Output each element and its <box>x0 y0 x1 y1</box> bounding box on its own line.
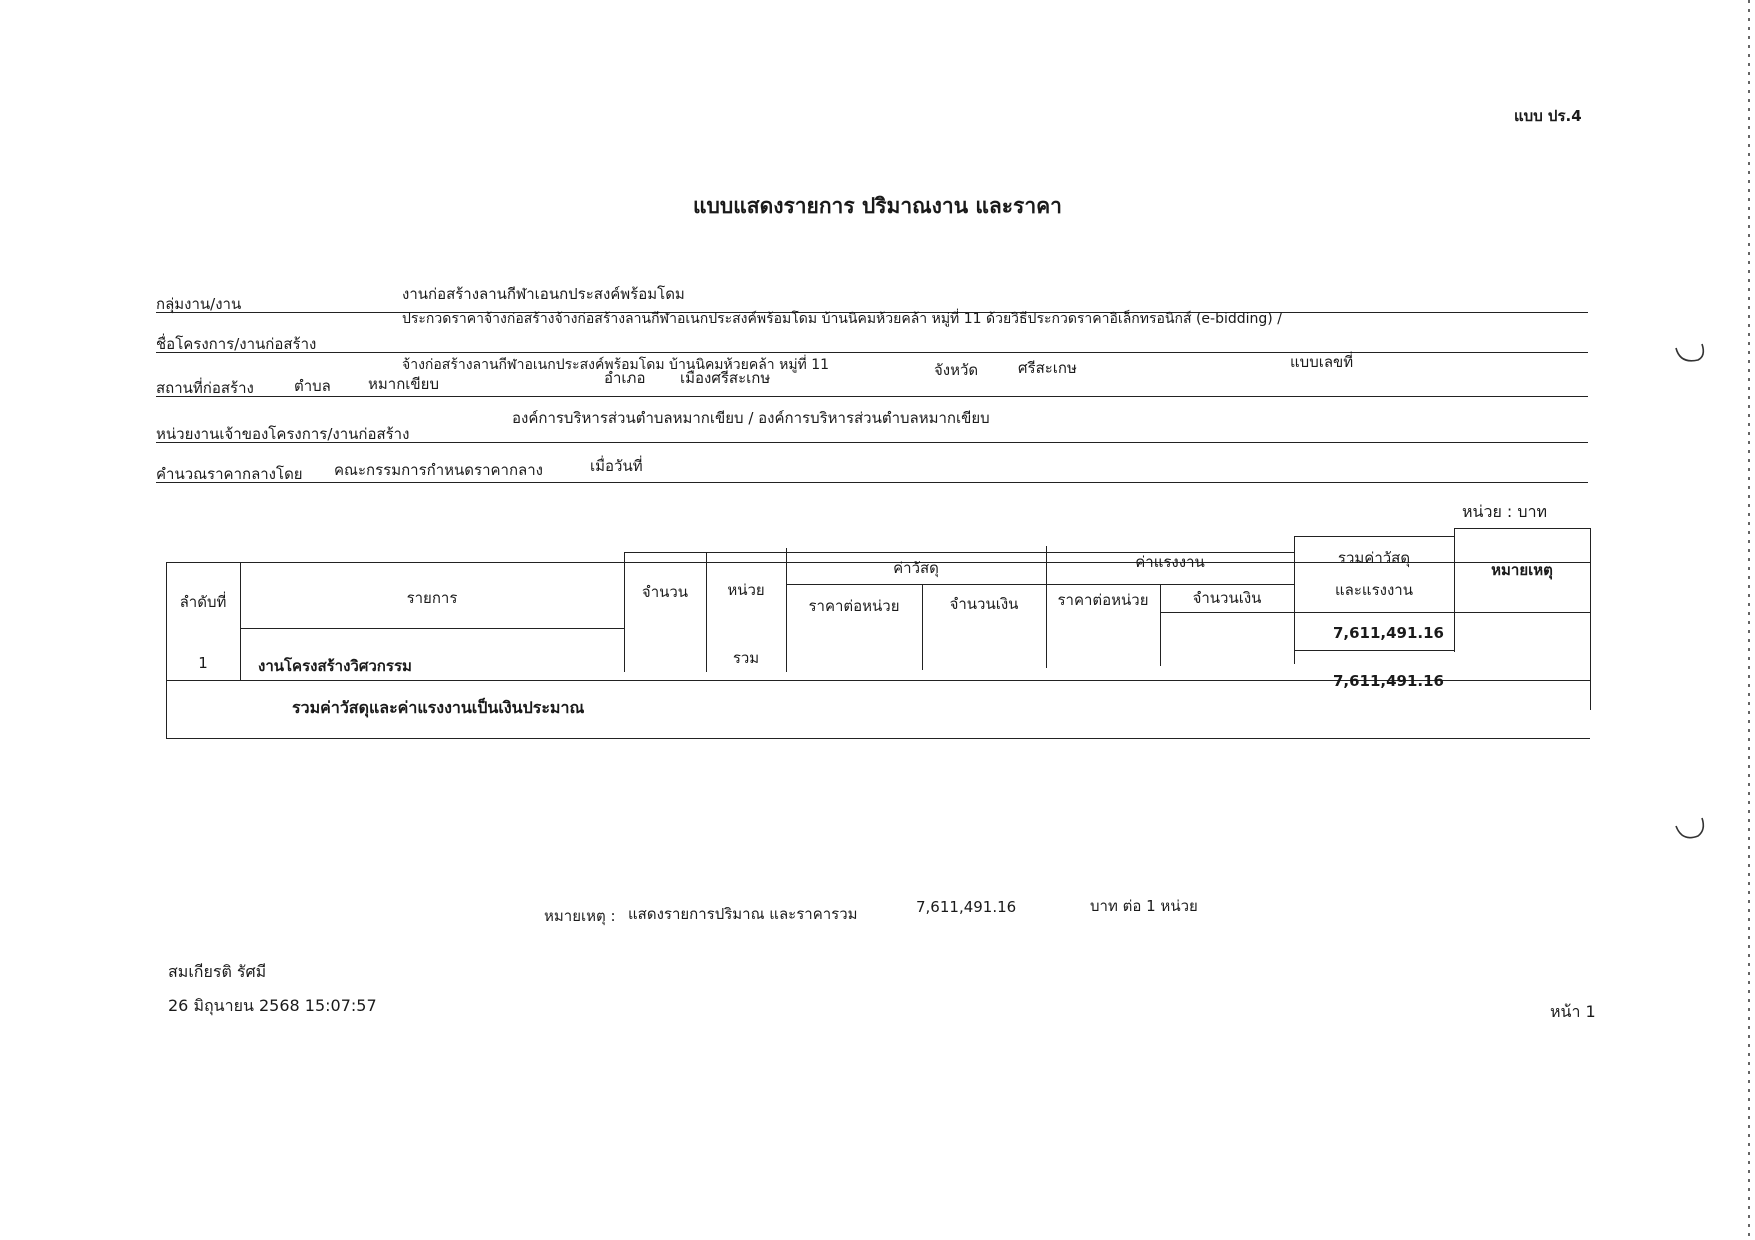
col-line <box>240 562 241 680</box>
row-item: งานโครงสร้างวิศวกรรม <box>258 657 412 675</box>
col-line <box>624 552 625 672</box>
header-subline <box>786 584 1294 585</box>
header-seq: ลำดับที่ <box>179 593 227 611</box>
calc-label: คำนวณราคากลางโดย <box>156 465 303 483</box>
calc-value: คณะกรรมการกำหนดราคากลาง <box>334 461 543 479</box>
row-seq: 1 <box>198 654 208 672</box>
province-value: ศรีสะเกษ <box>1018 359 1077 377</box>
project-value-continued: จ้างก่อสร้างลานกีฬาอเนกประสงค์พร้อมโดม บ้านนิคมห้วยคล้า หมู่ที่ 11 <box>402 357 830 373</box>
table-border-right <box>1590 528 1591 710</box>
header-total-line2: และแรงงาน <box>1335 581 1413 599</box>
header-labor-amount: จำนวนเงิน <box>1192 589 1262 607</box>
rule-line <box>156 482 1588 483</box>
table-border-left <box>166 562 167 738</box>
grand-total-value: 7,611,491.16 <box>1332 672 1444 690</box>
table-border-bottom <box>166 738 1590 739</box>
grand-total-label: รวมค่าวัสดุและค่าแรงงานเป็นเงินประมาณ <box>292 698 585 717</box>
rule-line <box>156 352 1588 353</box>
owner-value: องค์การบริหารส่วนตำบลหมากเขียบ / องค์การบริหารส่วนตำบลหมากเขียบ <box>512 409 990 427</box>
binder-hole-mark <box>1670 806 1710 846</box>
project-value: ประกวดราคาจ้างก่อสร้างจ้างก่อสร้างลานกีฬาอเนกประสงค์พร้อมโดม บ้านนิคมห้วยคล้า หมู่ที่ 11 ด้วยวิธีประกวดราคาอิเล็กทรอนิกส์ (e-bidding) / <box>402 311 1282 327</box>
table-border-top-right <box>1454 528 1590 529</box>
form-code: แบบ ปร.4 <box>1514 107 1582 125</box>
date-label: เมื่อวันที่ <box>590 457 643 475</box>
header-material-amount: จำนวนเงิน <box>949 595 1019 613</box>
header-unit: หน่วย <box>727 581 765 599</box>
rule-line <box>156 442 1588 443</box>
signer-name: สมเกียรติ รัศมี <box>168 962 267 981</box>
remark-suffix: บาท ต่อ 1 หน่วย <box>1090 897 1198 915</box>
header-total-line1: รวมค่าวัสดุ <box>1337 549 1411 567</box>
header-material-unit-price: ราคาต่อหน่วย <box>808 597 900 615</box>
group-label: กลุ่มงาน/งาน <box>156 295 242 313</box>
subdistrict-value: หมากเขียบ <box>368 375 439 393</box>
scan-edge <box>1748 0 1750 1240</box>
owner-label: หน่วยงานเจ้าของโครงการ/งานก่อสร้าง <box>156 425 410 443</box>
total-cell-line <box>1294 650 1454 651</box>
header-bottom-line <box>240 628 624 629</box>
header-bottom-line <box>1160 612 1590 613</box>
project-label: ชื่อโครงการ/งานก่อสร้าง <box>156 335 317 353</box>
district-label: อำเภอ <box>604 369 646 387</box>
row-unit: รวม <box>732 649 760 667</box>
remark-label: หมายเหตุ : <box>544 907 616 925</box>
header-qty: จำนวน <box>641 583 689 601</box>
plan-no-label: แบบเลขที่ <box>1290 353 1354 371</box>
table-border-top-total <box>1294 536 1454 537</box>
rule-line <box>156 396 1588 397</box>
unit-note: หน่วย : บาท <box>1462 502 1548 521</box>
remark-text: แสดงรายการปริมาณ และราคารวม <box>628 905 858 923</box>
page-number: หน้า 1 <box>1550 1002 1596 1021</box>
col-line <box>1454 528 1455 652</box>
header-remark: หมายเหตุ <box>1491 561 1553 579</box>
remark-amount: 7,611,491.16 <box>916 898 1017 916</box>
header-item: รายการ <box>406 589 458 607</box>
page-title: แบบแสดงรายการ ปริมาณงาน และราคา <box>693 194 1062 218</box>
header-material-group: ค่าวัสดุ <box>893 559 939 577</box>
binder-hole-mark <box>1670 330 1710 370</box>
timestamp: 26 มิถุนายน 2568 15:07:57 <box>168 996 377 1015</box>
row-total: 7,611,491.16 <box>1332 624 1444 642</box>
province-label: จังหวัด <box>934 361 979 379</box>
site-label: สถานที่ก่อสร้าง <box>156 379 254 397</box>
header-labor-unit-price: ราคาต่อหน่วย <box>1057 591 1149 609</box>
district-value: เมืองศรีสะเกษ <box>680 369 771 387</box>
group-value: งานก่อสร้างลานกีฬาเอนกประสงค์พร้อมโดม <box>402 285 685 303</box>
subdistrict-label: ตำบล <box>294 377 331 395</box>
header-labor-group: ค่าแรงงาน <box>1135 553 1205 571</box>
